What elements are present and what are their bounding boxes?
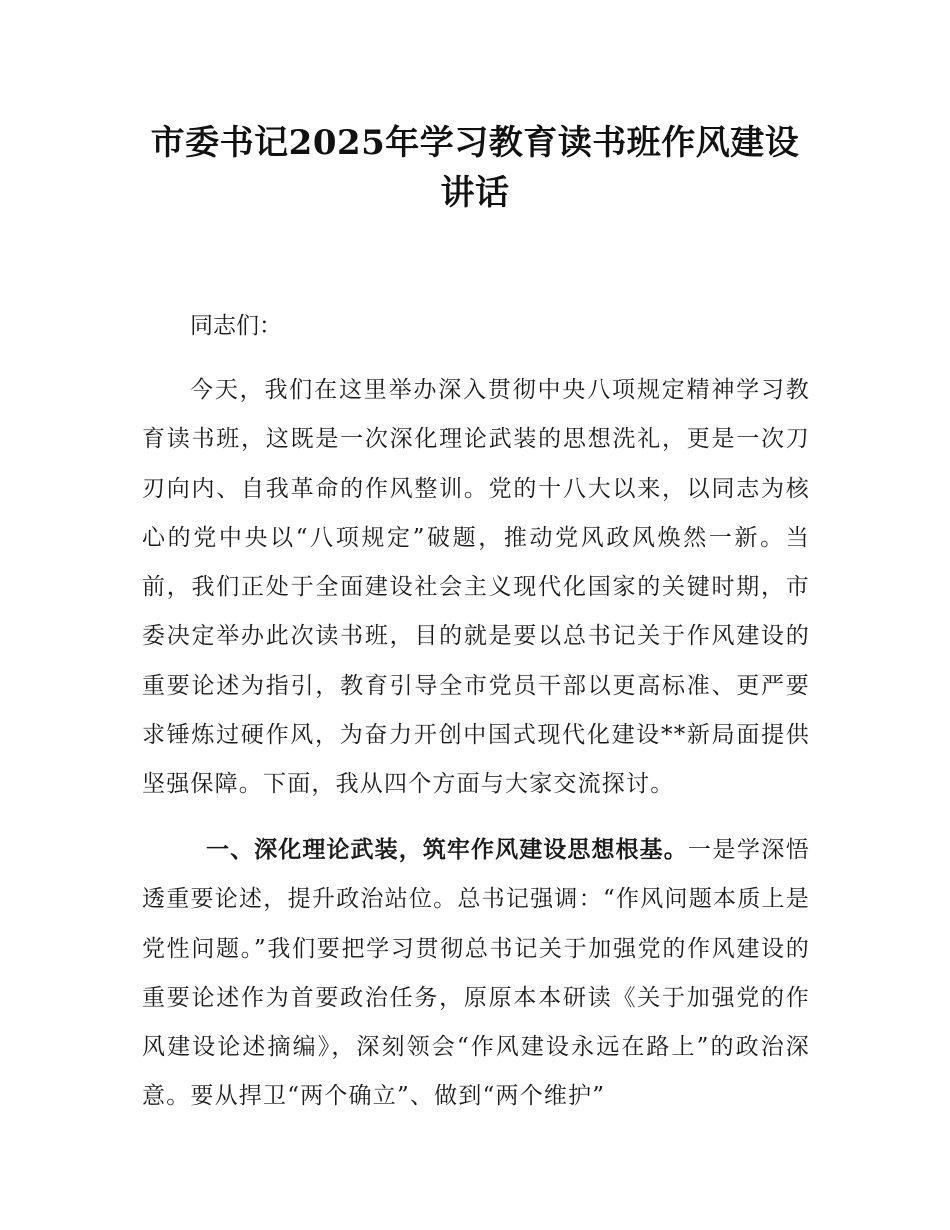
paragraph-intro: 今天，我们在这里举办深入贯彻中央八项规定精神学习教育读书班，这既是一次深化理论武装的思想洗礼，更是一次刀刃向内、自我革命的作风整训。党的十八大以来，以同志为核心的党中央以“八项规定”破题，推动党风政风焕然一新。当前，我们正处于全面建设社会主义现代化国家的关键时期，市委决定举办此次读书班，目的就是要以总书记关于作风建设的重要论述为指引，教育引导全市党员干部以更高标准、更严要求锤炼过硬作风，为奋力开创中国式现代化建设**新局面提供坚强保障。下面，我从四个方面与大家交流探讨。 [142,377,810,798]
paragraph-section-one [142,826,810,1122]
salutation: 同志们： [190,313,282,339]
document-title: 市委书记2025年学习教育读书班作风建设讲话 [150,123,800,213]
section-body-text: 一是学深悟透重要论述，提升政治站位。总书记强调：“作风问题本质上是党性问题。”我们要把学习贯彻总书记关于加强党的作风建设的重要论述作为首要政治任务，原原本本研读《关于加强党的作风建设论述摘编》，深刻领会“作风建设永远在路上”的政治深意。要从捍卫“两个确立”、做到“两个维护” [142,837,811,1110]
section-heading: 一、深化理论武装，筑牢作风建设思想根基。 [206,837,688,863]
